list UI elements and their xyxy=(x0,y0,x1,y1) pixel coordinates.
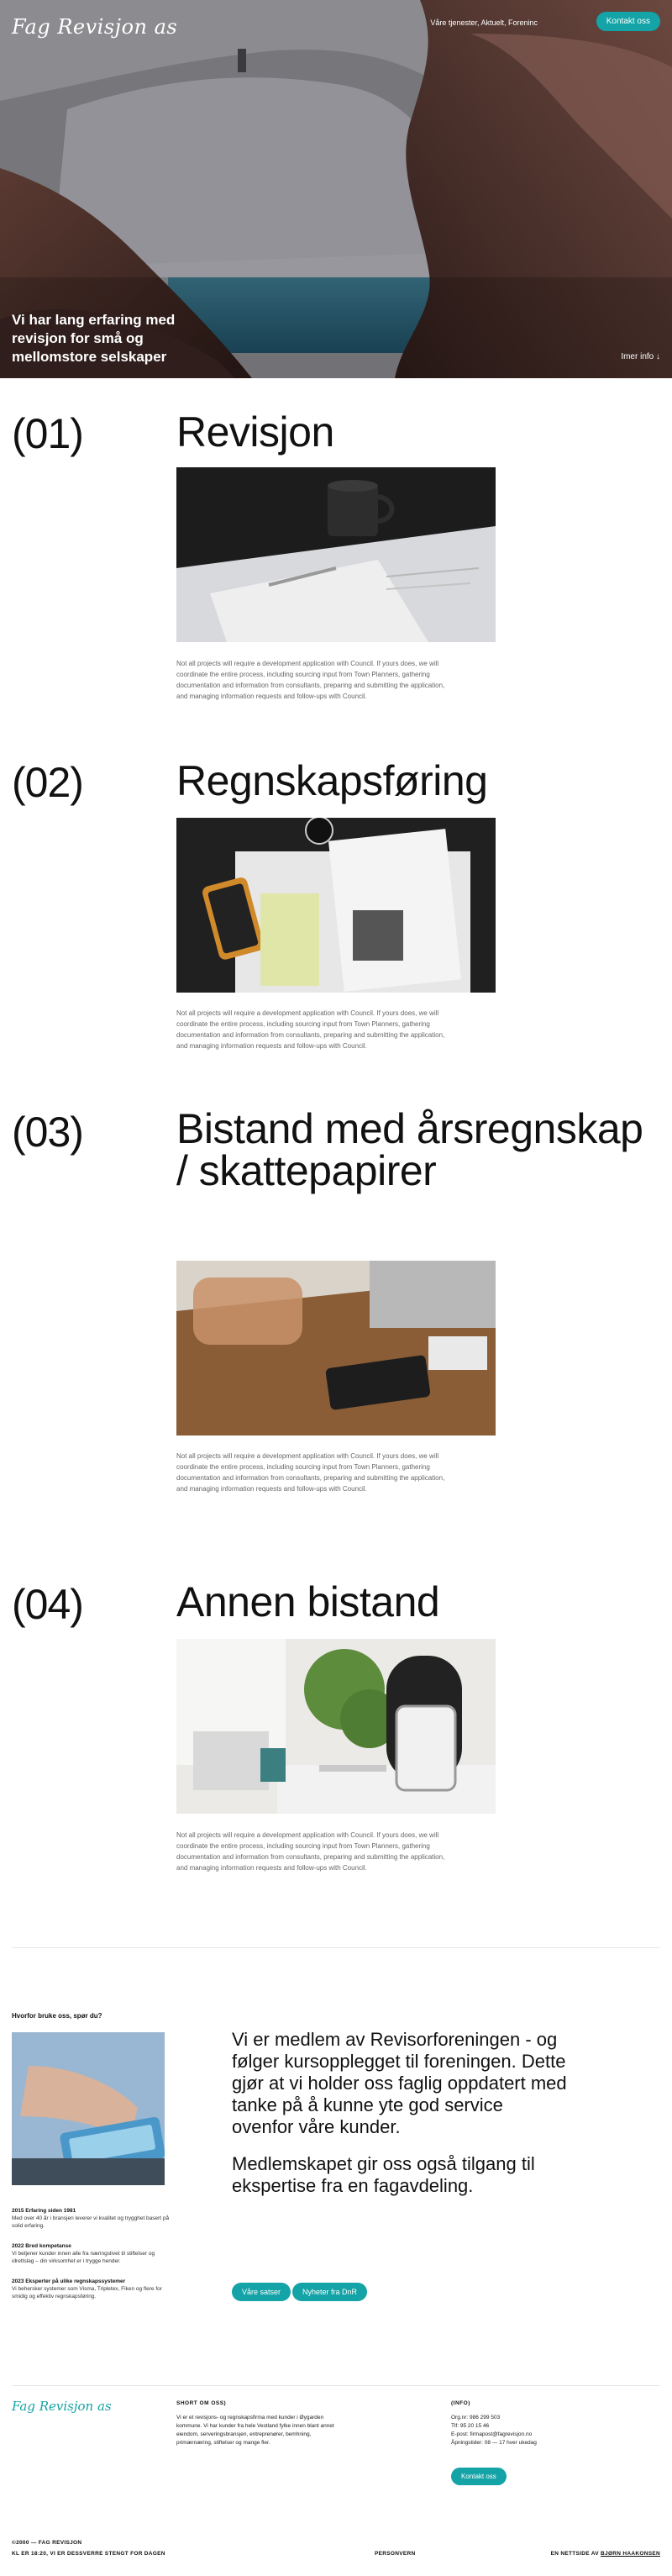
service-description: Not all projects will require a development application with Council. If yours does, we will coordinate the entire process, including sourcing input from Town Planners, gathering documentation and information from consultants, preparing and submitting the application, and managing information requests and follow-ups with Council. xyxy=(176,660,445,700)
service-description: Not all projects will require a development application with Council. If yours does, we will coordinate the entire process, including sourcing input from Town Planners, gathering documentation and information from consultants, preparing and submitting the application, and managing information requests and follow-ups with Council. xyxy=(176,1009,445,1050)
credit-author-link[interactable]: BJØRN HAAKONSEN xyxy=(601,2551,660,2557)
feature-title: 2015 Erfaring siden 1981 xyxy=(12,2208,76,2214)
service-title: Regnskapsføring xyxy=(176,757,488,804)
feature-text: Vi behersker systemer som Visma, Tripletex, Fiken og flere for smidig og effektiv regnskapsføring. xyxy=(12,2286,162,2299)
footer-info-list xyxy=(451,2414,619,2447)
credit-prefix: EN NETTSIDE AV xyxy=(550,2551,601,2557)
statement-primary: Vi er medlem av Revisorforeningen - og følger kursopplegget til foreningen. Dette gjør at vi holder oss faglig oppdatert med tanke på å kunne yte god service ovenfor våre kunder. xyxy=(232,2029,567,2137)
more-info-link[interactable]: Imer info ↓ xyxy=(621,352,660,361)
top-navigation[interactable]: Våre tjenester, Aktuelt, Foreninc xyxy=(430,18,538,27)
hero-tagline: Vi har lang erfaring med revisjon for små og mellomstore selskaper xyxy=(12,312,176,365)
site-logo[interactable]: Fag Revisjon as xyxy=(12,15,178,39)
footer-divider xyxy=(12,2385,660,2386)
footer-about-heading: SHORT OM OSS) xyxy=(176,2400,227,2406)
privacy-link[interactable]: PERSONVERN xyxy=(375,2551,416,2557)
service-image-annen-bistand xyxy=(176,1639,496,1814)
phone-number[interactable]: Tlf: 95 20 15 46 xyxy=(451,2423,490,2429)
feature-text: Med over 40 år i bransjen leverer vi kvalitet og trygghet basert på solid erfaring. xyxy=(12,2215,170,2229)
hero xyxy=(0,0,672,378)
feature-item xyxy=(12,2278,171,2300)
statement-secondary: Medlemskapet gir oss også tilgang til ekspertise fra en fagavdeling. xyxy=(232,2153,535,2196)
opening-status: KL ER 18:20, VI ER DESSVERRE STENGT FOR DAGEN xyxy=(12,2551,165,2557)
email-address[interactable]: E-post: firmapost@fagrevisjon.no xyxy=(451,2431,533,2437)
footer-info-heading: (INFO) xyxy=(451,2400,470,2406)
feature-title: 2022 Bred kompetanse xyxy=(12,2243,71,2249)
section-divider xyxy=(12,1947,660,1948)
service-image-arsregnskap xyxy=(176,1261,496,1436)
service-image-revisjon xyxy=(176,467,496,642)
service-description: Not all projects will require a development application with Council. If yours does, we will coordinate the entire process, including sourcing input from Town Planners, gathering documentation and information from consultants, preparing and submitting the application, and managing information requests and follow-ups with Council. xyxy=(176,1831,445,1872)
service-number: (03) xyxy=(12,1109,83,1156)
news-button[interactable]: Nyheter fra DnR xyxy=(292,2283,367,2301)
about-question: Hvorfor bruke oss, spør du? xyxy=(12,2012,102,2020)
service-number: (04) xyxy=(12,1581,83,1628)
feature-title: 2023 Eksperter på ulike regnskapssystemer xyxy=(12,2278,126,2284)
feature-item xyxy=(12,2207,171,2230)
site-credit xyxy=(551,2551,660,2557)
opening-hours: Åpningstider: 08 — 17 hver ukedag xyxy=(451,2440,537,2446)
service-title: Revisjon xyxy=(176,408,334,456)
contact-button[interactable]: Kontakt oss xyxy=(596,12,660,31)
feature-text: Vi betjener kunder innen alle fra næringslivet til stiftelser og idrettslag – din virksomhet er i trygge hender. xyxy=(12,2251,155,2264)
footer-contact-button[interactable]: Kontakt oss xyxy=(451,2468,507,2485)
copyright: ©2000 — FAG REVISJON xyxy=(12,2540,82,2546)
service-image-regnskap xyxy=(176,818,496,993)
service-title: Bistand med årsregnskap / skattepapirer xyxy=(176,1105,643,1194)
membership-statement xyxy=(232,2029,568,2197)
footer-logo[interactable]: Fag Revisjon as xyxy=(12,2399,112,2414)
service-description: Not all projects will require a development application with Council. If yours does, we will coordinate the entire process, including sourcing input from Town Planners, gathering documentation and information from consultants, preparing and submitting the application, and managing information requests and follow-ups with Council. xyxy=(176,1452,445,1493)
service-number: (02) xyxy=(12,759,83,806)
feature-item xyxy=(12,2242,171,2265)
about-image-calculator xyxy=(12,2032,165,2185)
footer-about-text: Vi er et revisjons- og regnskapsfirma med kunder i Øygarden kommune. Vi har kunder fra hele Vestland fylke innen blant annet eiendom, serveringsbransjen, entreprenører, bemhning, primærnæring, stiftelser og mange fler. xyxy=(176,2415,334,2446)
services-button[interactable]: Våre satser xyxy=(232,2283,291,2301)
service-number: (01) xyxy=(12,410,83,457)
service-title: Annen bistand xyxy=(176,1578,440,1625)
org-number: Org.nr: 986 299 503 xyxy=(451,2415,501,2421)
